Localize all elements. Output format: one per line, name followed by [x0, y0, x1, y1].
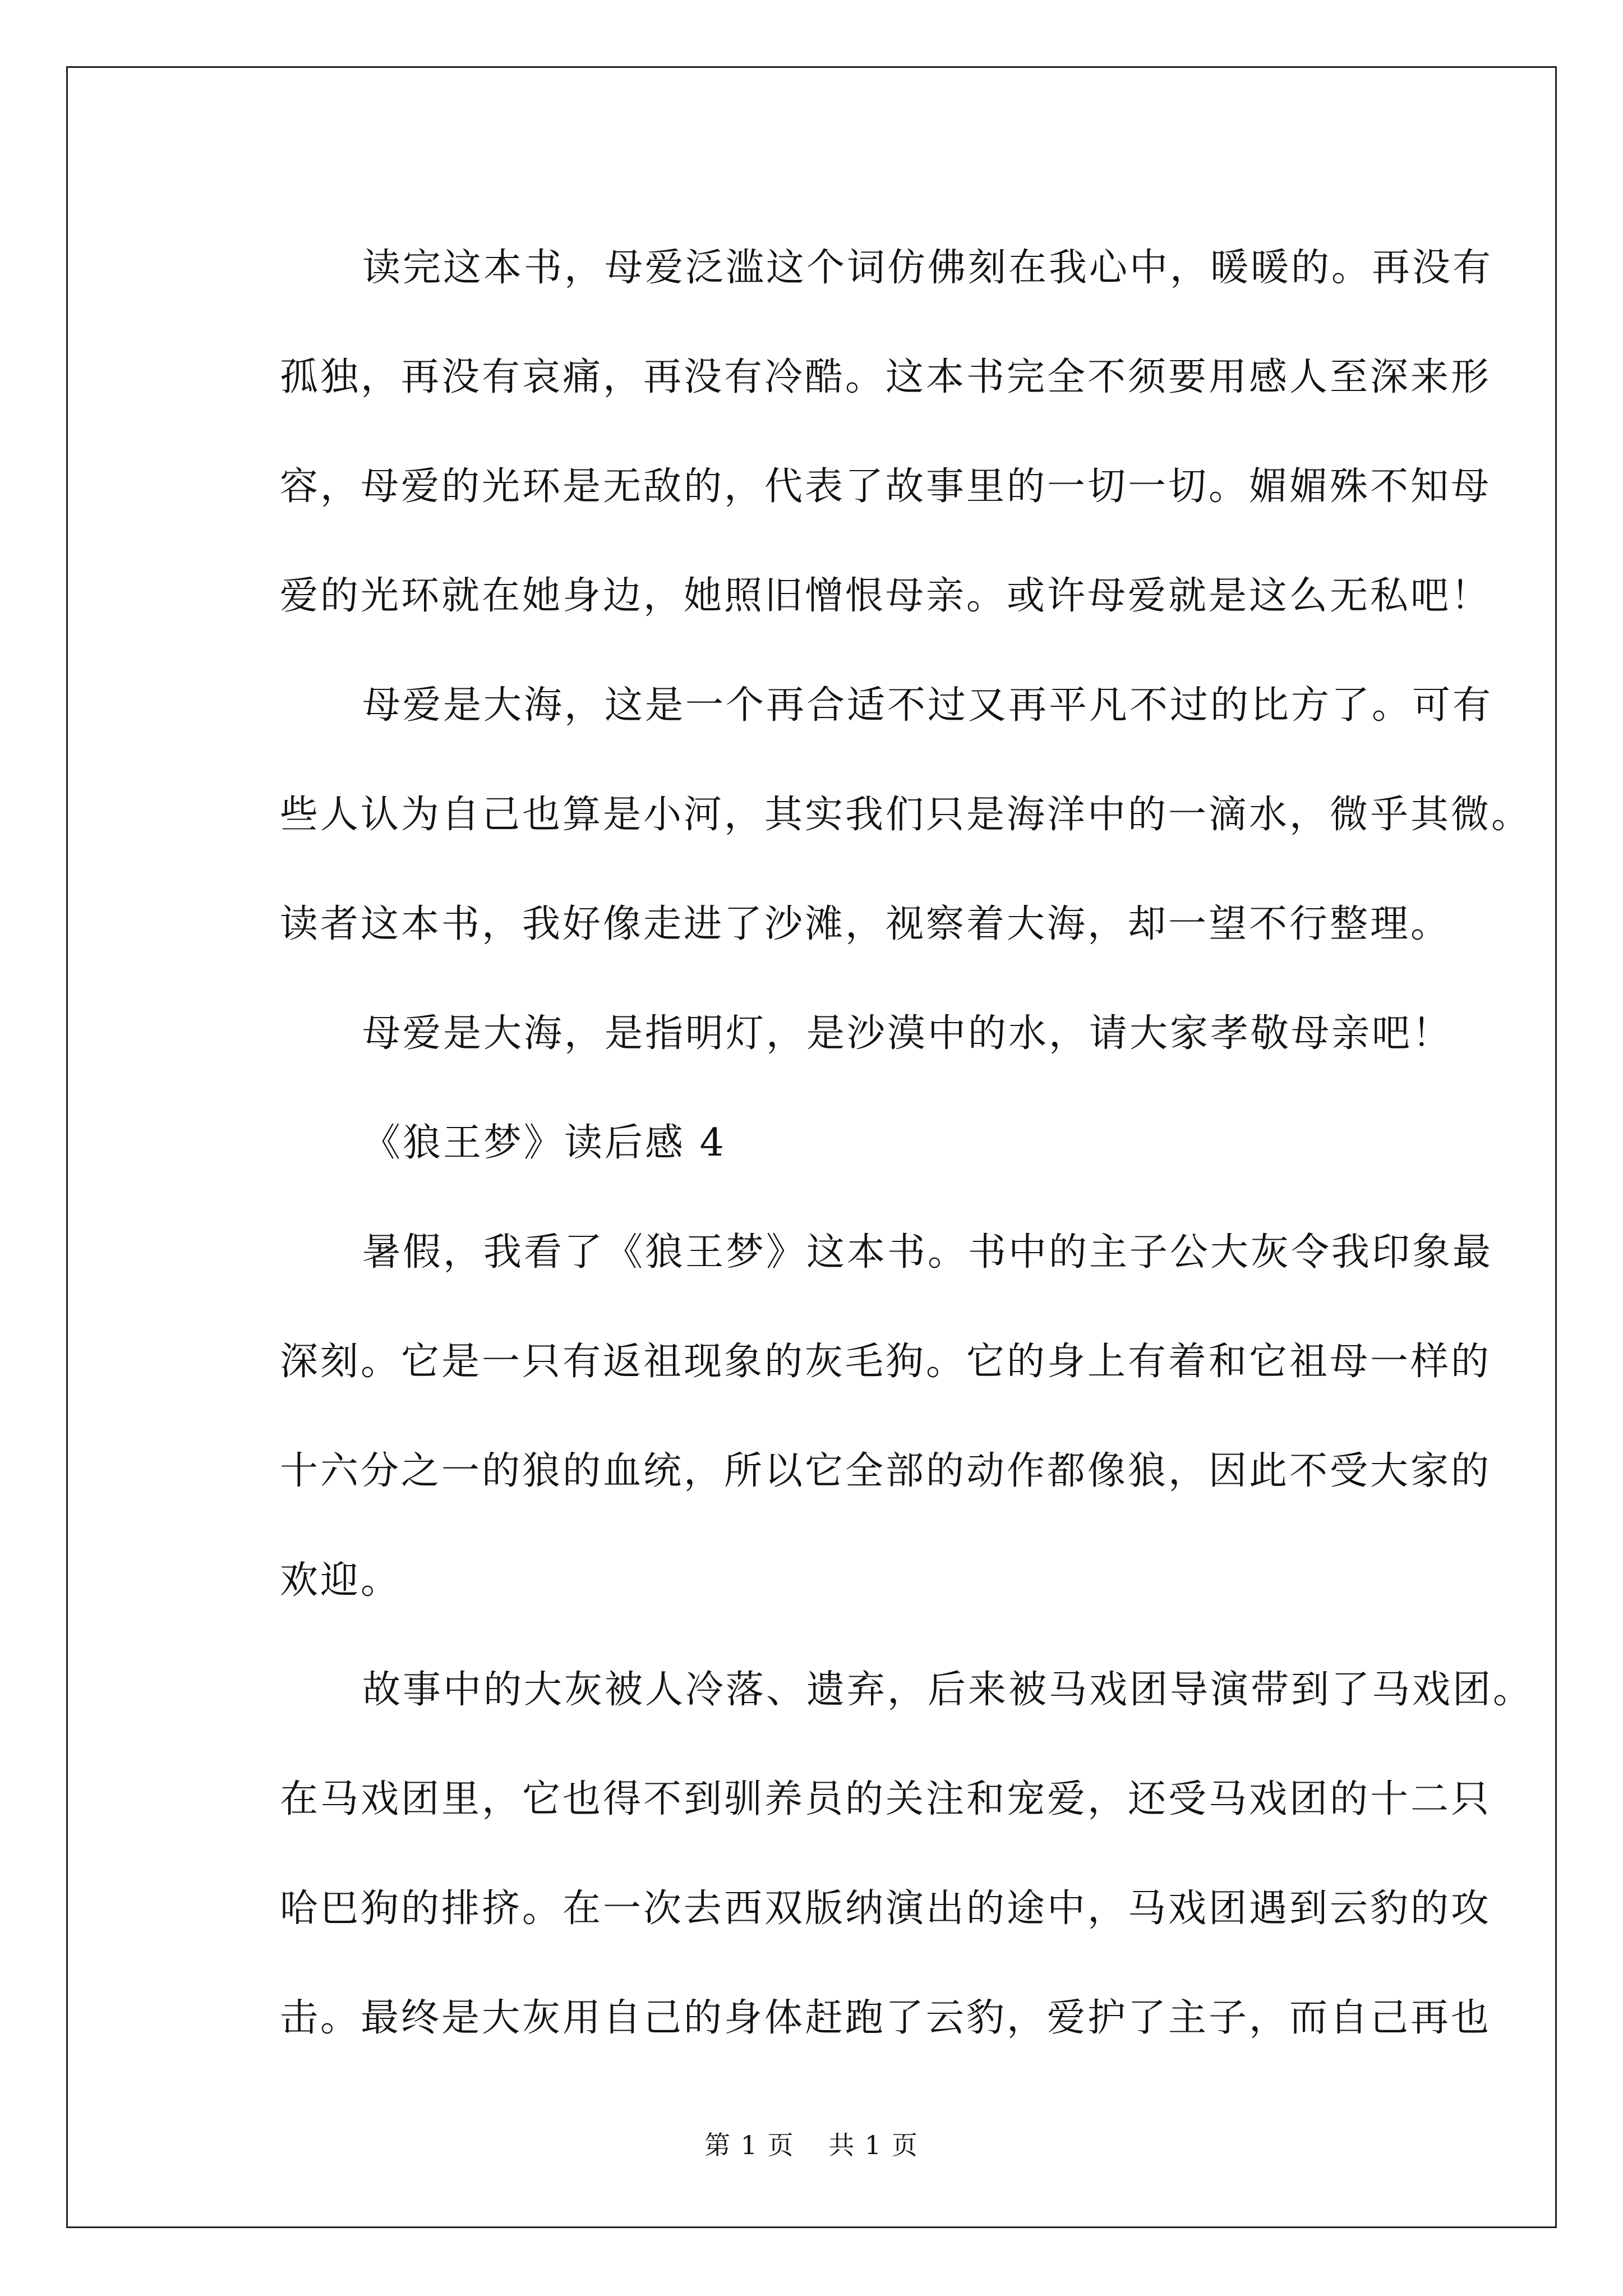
- paragraph-5: [197, 1198, 1493, 1635]
- section-heading: [197, 1088, 1437, 1198]
- paragraph-line: 母爱是大海，这是一个再合适不过又再平凡不过的比方了。可有: [362, 683, 1493, 728]
- page-number: 第 1 页: [704, 2130, 795, 2160]
- document-body: [197, 213, 1534, 2073]
- paragraph-line: 些人认为自己也算是小河，其实我们只是海洋中的一滴水，微乎其微。: [280, 793, 1532, 837]
- paragraph-line: 故事中的大灰被人冷落、遗弃，后来被马戏团导演带到了马戏团。: [362, 1668, 1534, 1712]
- paragraph-1: [197, 213, 1493, 651]
- paragraph-line: 暑假，我看了《狼王梦》这本书。书中的主子公大灰令我印象最: [362, 1230, 1493, 1274]
- paragraph-line: 读完这本书，母爱泛滥这个词仿佛刻在我心中，暖暖的。再没有: [362, 246, 1493, 290]
- paragraph-line: 欢迎。: [280, 1558, 402, 1603]
- page-total: 共 1 页: [828, 2130, 919, 2160]
- paragraph-line: 在马戏团里，它也得不到驯养员的关注和宠爱，还受马戏团的十二只: [280, 1777, 1492, 1821]
- paragraph-line: 孤独，再没有哀痛，再没有冷酷。这本书完全不须要用感人至深来形: [280, 355, 1492, 399]
- paragraph-3: [197, 979, 1453, 1088]
- paragraph-line: 容，母爱的光环是无敌的，代表了故事里的一切一切。媚媚殊不知母: [280, 464, 1492, 509]
- paragraph-line: 读者这本书，我好像走进了沙滩，视察着大海，却一望不行整理。: [280, 902, 1451, 946]
- paragraph-line: 深刻。它是一只有返祖现象的灰毛狗。它的身上有着和它祖母一样的: [280, 1340, 1492, 1384]
- paragraph-6: [197, 1635, 1534, 2073]
- page-footer: [0, 2125, 1623, 2162]
- paragraph-line: 击。最终是大灰用自己的身体赶跑了云豹，爱护了主子，而自己再也: [280, 1996, 1492, 2040]
- paragraph-line: 爱的光环就在她身边，她照旧憎恨母亲。或许母爱就是这么无私吧！: [280, 574, 1492, 618]
- paragraph-line: 母爱是大海，是指明灯，是沙漠中的水，请大家孝敬母亲吧！: [362, 1011, 1453, 1056]
- section-heading-text: 《狼王梦》读后感 4: [362, 1121, 726, 1165]
- paragraph-2: [197, 651, 1532, 979]
- paragraph-line: 哈巴狗的排挤。在一次去西双版纳演出的途中，马戏团遇到云豹的攻: [280, 1887, 1492, 1931]
- paragraph-line: 十六分之一的狼的血统，所以它全部的动作都像狼，因此不受大家的: [280, 1449, 1492, 1493]
